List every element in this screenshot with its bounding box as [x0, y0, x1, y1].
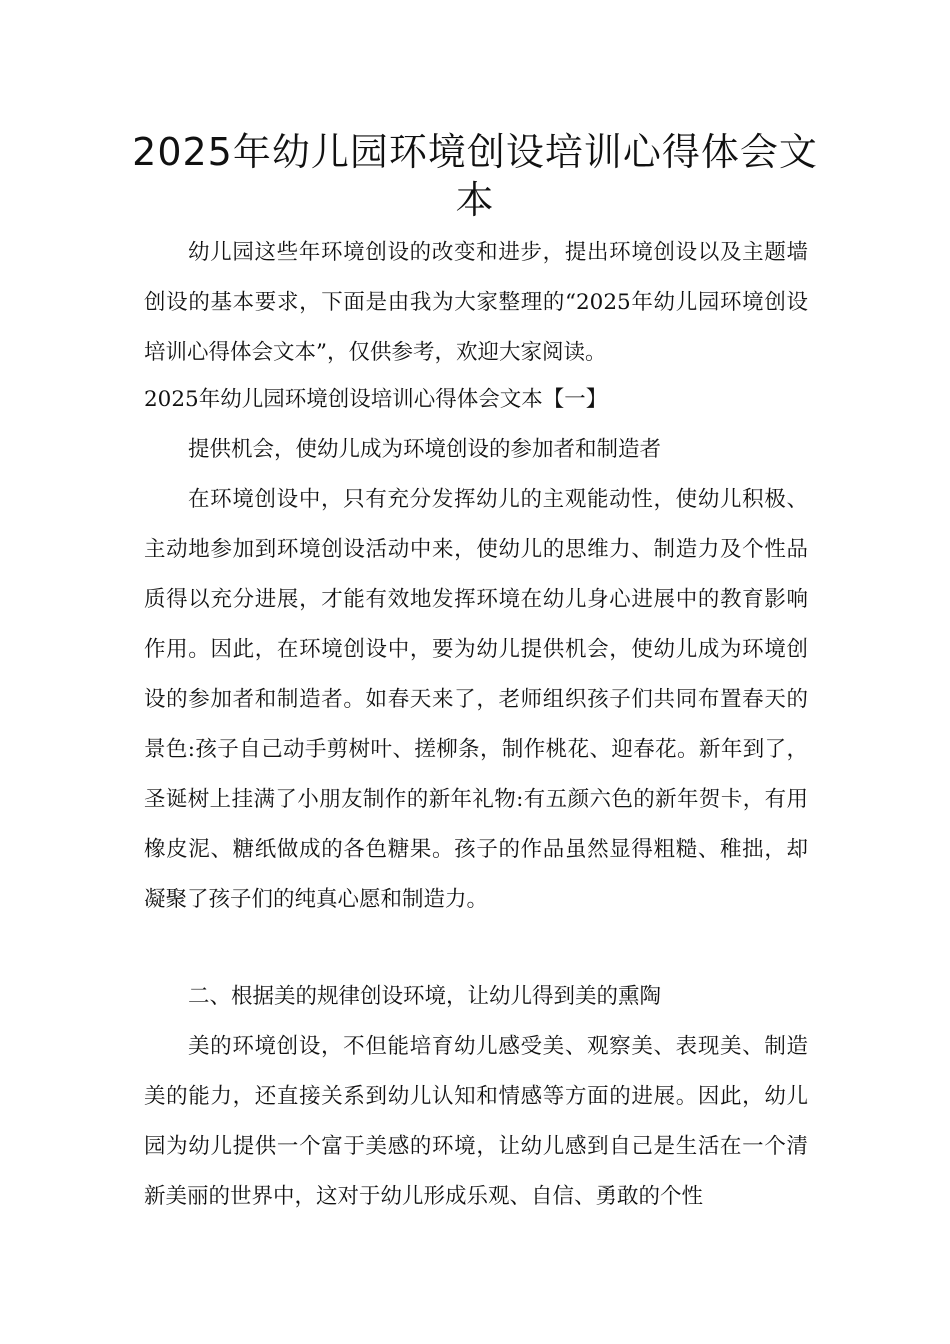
point-2-body: 美的环境创设，不但能培育幼儿感受美、观察美、表现美、制造美的能力，还直接关系到幼儿认知和情感等方面的进展。因此，幼儿园为幼儿提供一个富于美感的环境，让幼儿感到自己是生活在一个清新美丽的世界中，这对于幼儿形成乐观、自信、勇敢的个性 — [144, 1034, 808, 1209]
section-heading: 2025年幼儿园环境创设培训心得体会文本【一】 — [144, 387, 608, 412]
intro-paragraph: 幼儿园这些年环境创设的改变和进步，提出环境创设以及主题墙创设的基本要求，下面是由我为大家整理的“2025年幼儿园环境创设培训心得体会文本”，仅供参考，欢迎大家阅读。 — [144, 240, 808, 365]
document-title: 2025年幼儿园环境创设培训心得体会文本 — [132, 130, 818, 222]
point-1-heading: 提供机会，使幼儿成为环境创设的参加者和制造者 — [188, 437, 662, 462]
point-1-body: 在环境创设中，只有充分发挥幼儿的主观能动性，使幼儿积极、主动地参加到环境创设活动中来，使幼儿的思维力、制造力及个性品质得以充分进展，才能有效地发挥环境在幼儿身心进展中的教育影响作用。因此，在环境创设中，要为幼儿提供机会，使幼儿成为环境创设的参加者和制造者。如春天来了，老师组织孩子们共同布置春天的景色:孩子自己动手剪树叶、搓柳条，制作桃花、迎春花。新年到了，圣诞树上挂满了小朋友制作的新年礼物:有五颜六色的新年贺卡，有用橡皮泥、糖纸做成的各色糖果。孩子的作品虽然显得粗糙、稚拙，却凝聚了孩子们的纯真心愿和制造力。 — [144, 487, 808, 912]
point-2-heading: 二、根据美的规律创设环境，让幼儿得到美的熏陶 — [188, 984, 662, 1009]
